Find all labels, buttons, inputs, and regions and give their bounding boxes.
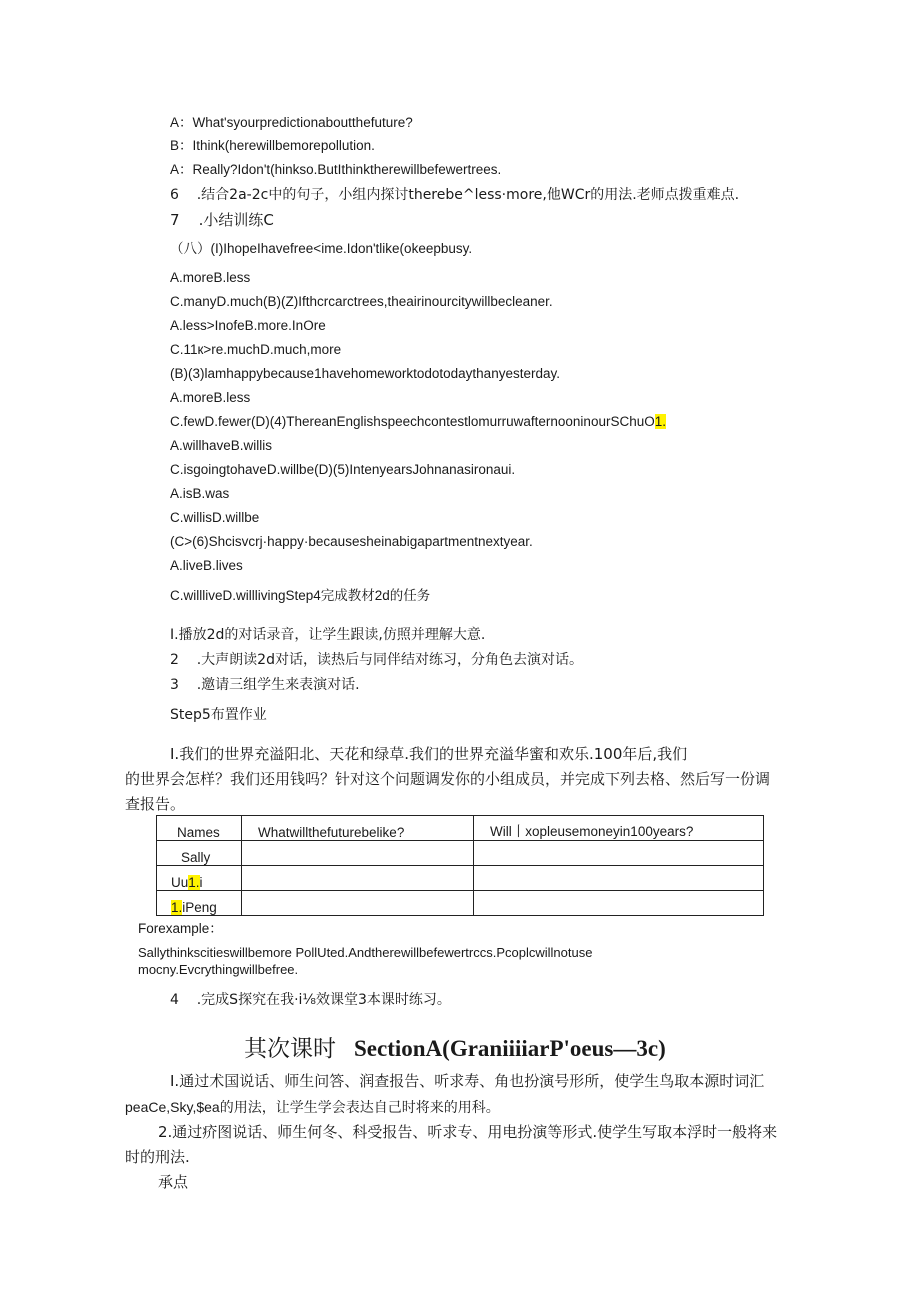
- goal-2-line-1: 2.通过疥图说话、师生何冬、科受报告、听求专、用电扮演等形式.使学生写取本浮时一般将来: [158, 1123, 778, 1141]
- exercise-line: C.willisD.willbe: [170, 510, 260, 525]
- exercise-line: C.isgoingtohaveD.willbe(D)(5)IntenyearsJohnanasironaui.: [170, 462, 516, 477]
- exercise-line-step4: C.willliveD.willlivingStep4完成教材2d的任务: [170, 588, 431, 603]
- exercise-line: A.less>InofeB.more.InOre: [170, 318, 326, 333]
- exercise-line: C.11к>re.muchD.much,more: [170, 342, 342, 357]
- section-title: 其次课时 SectionA(GraniiiiarP'oeus—3c): [244, 1036, 666, 1061]
- example-text-line-1: Sallythinkscitieswillbemore PollUted.Andtherewillbefewertrccs.Pcoplcwillnotuse: [138, 945, 593, 960]
- name-cell: Sally: [157, 841, 242, 866]
- homework-line-1: I.我们的世界充溢阳北、天花和绿草.我们的世界充溢华蜜和欢乐.100年后,我们: [170, 745, 688, 763]
- example-label: Forexample：: [138, 921, 223, 936]
- table-row: [157, 841, 764, 866]
- homework-line-3: 查报告。: [125, 795, 186, 813]
- highlight-mark: 1.: [654, 414, 666, 429]
- step-7: 7 .小结训练C: [170, 211, 274, 229]
- exercise-line: A.moreB.less: [170, 270, 251, 285]
- dialogue-line-b: B：Ithink(herewillbemorepollution.: [170, 138, 375, 153]
- dialogue-line-a1: A：What'syourpredictionaboutthefuture?: [170, 115, 413, 130]
- exercise-line: (C>(6)Shcisvcrj·happy·becausesheinabigapartmentnextyear.: [170, 534, 533, 549]
- step4-item-2: 2 .大声朗读2d对话，读热后与同伴结对练习，分角色去演对话。: [170, 652, 583, 668]
- key-points-heading: 承点: [158, 1173, 189, 1191]
- exercise-line: （八）(I)IhopeIhavefree<ime.Idon'tlike(okeepbusy.: [170, 241, 473, 256]
- homework-item-4: 4 .完成S探究在我·i⅛效课堂3本课时练习。: [170, 992, 451, 1008]
- exercise-line: A.moreB.less: [170, 390, 251, 405]
- step4-item-1: I.播放2d的对话录音，让学生跟读,仿照并理解大意.: [170, 627, 486, 643]
- exercise-line: (B)(3)lamhappybecause1havehomeworktodotodaythanyesterday.: [170, 366, 560, 381]
- name-cell: Uu1.i: [157, 866, 242, 891]
- goal-1-line-2: peaCe,Sky,$ea的用法，让学生学会表达自己时将来的用科。: [125, 1099, 500, 1115]
- exercise-line-q4: C.fewD.fewer(D)(4)ThereanEnglishspeechcontestlomurruwafternooninourSChuO1.: [170, 414, 666, 429]
- exercise-line: A.liveB.lives: [170, 558, 243, 573]
- table-row: [157, 891, 764, 916]
- step5-heading: Step5布置作业: [170, 707, 267, 723]
- table-header-row: [157, 816, 764, 841]
- homework-line-2: 的世界会怎样？我们还用钱吗？针对这个问题调发你的小组成员，并完成下列去格、然后写一份调: [125, 770, 771, 788]
- header-names: Names: [157, 816, 242, 841]
- header-money: Will丨xopleusemoneyin100years?: [474, 816, 764, 841]
- answer-cell[interactable]: [242, 891, 474, 916]
- exercise-line: A.willhaveB.willis: [170, 438, 273, 453]
- header-future: Whatwillthefuturebelike?: [242, 816, 474, 841]
- highlight-mark: 1.: [171, 900, 183, 915]
- survey-table: [156, 815, 764, 916]
- example-text-line-2: mocny.Evcrythingwillbefree.: [138, 962, 299, 977]
- answer-cell[interactable]: [474, 866, 764, 891]
- answer-cell[interactable]: [242, 866, 474, 891]
- answer-cell[interactable]: [474, 891, 764, 916]
- dialogue-line-a2: A：Really?Idon't(hinkso.ButIthinktherewillbefewertrees.: [170, 162, 502, 177]
- highlight-mark: 1.: [188, 875, 200, 890]
- name-cell: 1.iPeng: [157, 891, 242, 916]
- table-row: [157, 866, 764, 891]
- answer-cell[interactable]: [474, 841, 764, 866]
- goal-2-line-2: 时的刑法.: [125, 1148, 190, 1166]
- goal-1-line-1: I.通过术国说话、师生问答、润查报告、听求寿、角也扮演号形所，使学生鸟取本源时词汇: [170, 1072, 765, 1090]
- step4-item-3: 3 .邀请三组学生来表演对话.: [170, 677, 360, 693]
- answer-cell[interactable]: [242, 841, 474, 866]
- exercise-line: C.manyD.much(B)(Z)Ifthcrcarctrees,theairinourcitywillbecleaner.: [170, 294, 553, 309]
- step-6: 6 .结合2a-2c中的句子，小组内探讨therebe^less·more,他WCr的用法.老师点拨重难点.: [170, 187, 740, 203]
- exercise-line: A.isB.was: [170, 486, 230, 501]
